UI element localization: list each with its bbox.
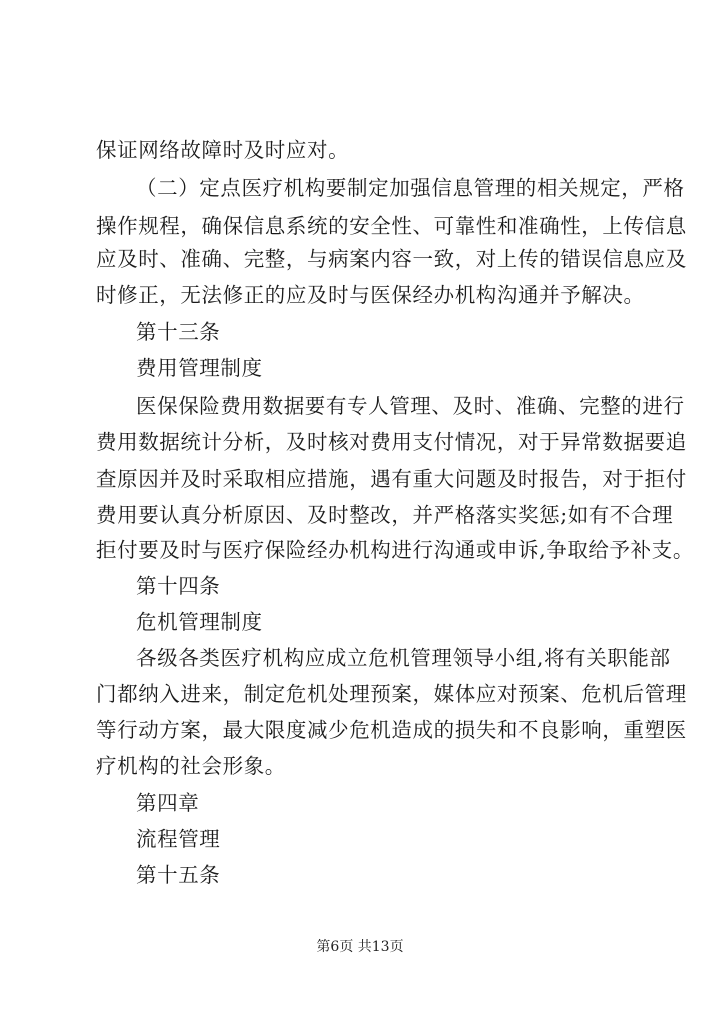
body-line: 等行动方案，最大限度减少危机造成的损失和不良影响，重塑医 xyxy=(96,718,687,742)
article-heading: 第十四条 xyxy=(136,574,221,598)
body-line: 查原因并及时采取相应措施，遇有重大问题及时报告，对于拒付 xyxy=(96,467,687,491)
paragraph-line: 各级各类医疗机构应成立危机管理领导小组,将有关职能部 xyxy=(136,646,671,670)
article-heading: 第十五条 xyxy=(136,863,221,887)
page-number: 第6页 共13页 xyxy=(316,939,404,955)
body-line: 操作规程，确保信息系统的安全性、可靠性和准确性，上传信息 xyxy=(96,214,687,238)
body-line: 保证网络故障时及时应对。 xyxy=(96,138,350,162)
article-heading: 第十三条 xyxy=(136,320,221,344)
body-line: 费用数据统计分析，及时核对费用支付情况，对于异常数据要追 xyxy=(96,430,687,454)
chapter-heading: 第四章 xyxy=(136,791,200,815)
section-heading: 危机管理制度 xyxy=(136,610,263,634)
section-heading: 费用管理制度 xyxy=(136,356,263,380)
body-line: 门都纳入进来，制定危机处理预案，媒体应对预案、危机后管理 xyxy=(96,682,687,706)
body-line: 费用要认真分析原因、及时整改，并严格落实奖惩;如有不合理 xyxy=(96,503,674,527)
paragraph-line: （二）定点医疗机构要制定加强信息管理的相关规定，严格 xyxy=(136,176,685,200)
body-line: 拒付要及时与医疗保险经办机构进行沟通或申诉,争取给予补支。 xyxy=(96,538,694,562)
body-line: 疗机构的社会形象。 xyxy=(96,754,286,778)
section-heading: 流程管理 xyxy=(136,827,221,851)
body-line: 时修正，无法修正的应及时与医保经办机构沟通并予解决。 xyxy=(96,283,645,307)
paragraph-line: 医保保险费用数据要有专人管理、及时、准确、完整的进行 xyxy=(136,394,685,418)
body-line: 应及时、准确、完整，与病案内容一致，对上传的错误信息应及 xyxy=(96,247,687,271)
